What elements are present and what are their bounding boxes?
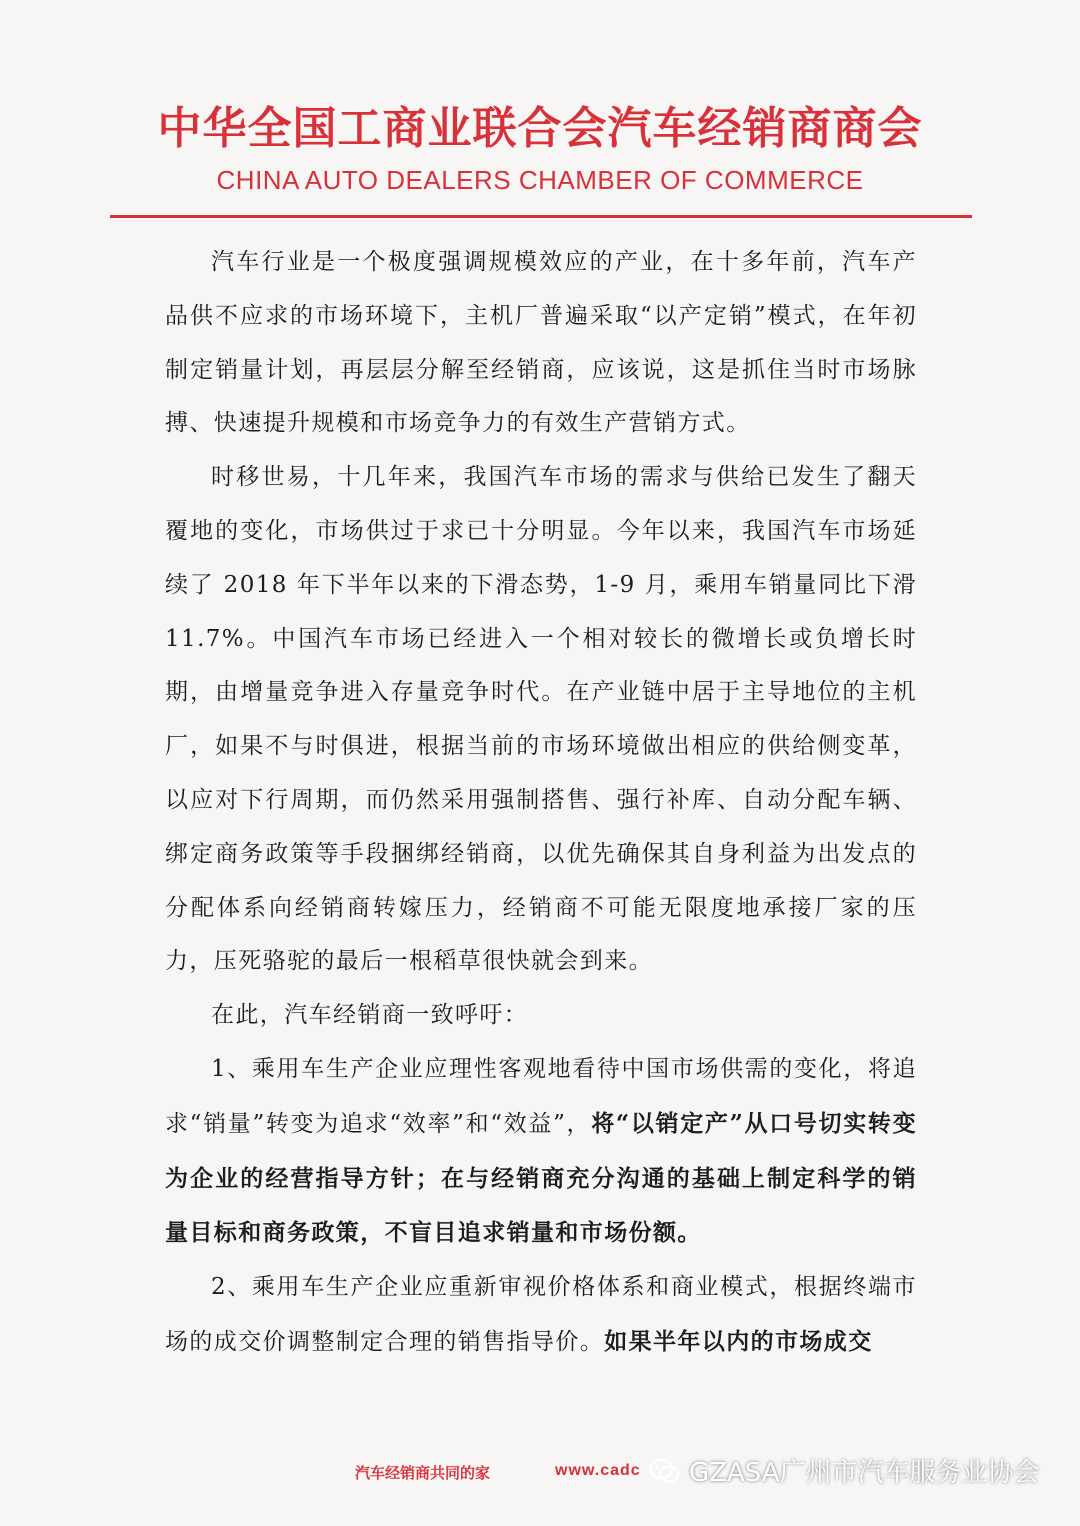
letter-body xyxy=(165,236,917,1370)
letterhead-title: 中华全国工商业联合会汽车经销商商会 xyxy=(157,103,923,154)
emphasis-text: 将“以销定产”从口号切实转变为企业的经营指导方针；在与经销商充分沟通的基础上制定科学的销量目标和商务政策，不盲目追求销量和市场份额。 xyxy=(165,1109,917,1247)
letterhead-divider xyxy=(110,215,972,218)
paragraph-text: 时移世易，十几年来，我国汽车市场的需求与供给已发生了翻天覆地的变化，市场供过于求已十分明显。今年以来，我国汽车市场延续了 2018 年下半年以来的下滑态势，1-9 月，乘用车销量同比下滑 11.7%。中国汽车市场已经进入一个相对较长的微增长或负增长时期，由增量竞争进入存量竞争时代。在产业链中居于主导地位的主机厂，如果不与时俱进，根据当前的市场环境做出相应的供给侧变革，以应对下行周期，而仍然采用强制搭售、强行补库、自动分配车辆、绑定商务政策等手段捆绑经销商，以优先确保其自身利益为出发点的分配体系向经销商转嫁压力，经销商不可能无限度地承接厂家的压力，压死骆驼的最后一根稻草很快就会到来。 xyxy=(165,464,917,975)
wechat-icon xyxy=(647,1454,681,1488)
watermark xyxy=(647,1452,1040,1489)
paragraph-text: 汽车行业是一个极度强调规模效应的产业，在十多年前，汽车产品供不应求的市场环境下，主机厂普遍采取“以产定销”模式，在年初制定销量计划，再层层分解至经销商，应该说，这是抓住当时市场脉搏、快速提升规模和市场竞争力的有效生产营销方式。 xyxy=(165,249,917,437)
letterhead-subtitle: CHINA AUTO DEALERS CHAMBER OF COMMERCE xyxy=(216,165,864,195)
body-paragraph xyxy=(165,1261,917,1370)
watermark-text: GZASA广州市汽车服务业协会 xyxy=(689,1458,1040,1488)
footer-url: www.cadc xyxy=(555,1462,641,1479)
body-paragraph xyxy=(165,451,917,989)
emphasis-text: 如果半年以内的市场成交 xyxy=(604,1327,873,1355)
paragraph-text: 在此，汽车经销商一致呼吁： xyxy=(211,1002,529,1029)
body-paragraph xyxy=(165,989,917,1043)
paragraph-text: 1、乘用车生产企业应理性客观地看待中国市场供需的变化，将追求“销量”转变为追求“效率”和“效益”， xyxy=(165,1055,917,1137)
footer-slogan: 汽车经销商共同的家 xyxy=(355,1464,491,1482)
body-paragraph xyxy=(165,236,917,451)
paragraph-text: 2、乘用车生产企业应重新审视价格体系和商业模式，根据终端市场的成交价调整制定合理的销售指导价。 xyxy=(165,1274,917,1355)
body-paragraph xyxy=(165,1043,917,1261)
